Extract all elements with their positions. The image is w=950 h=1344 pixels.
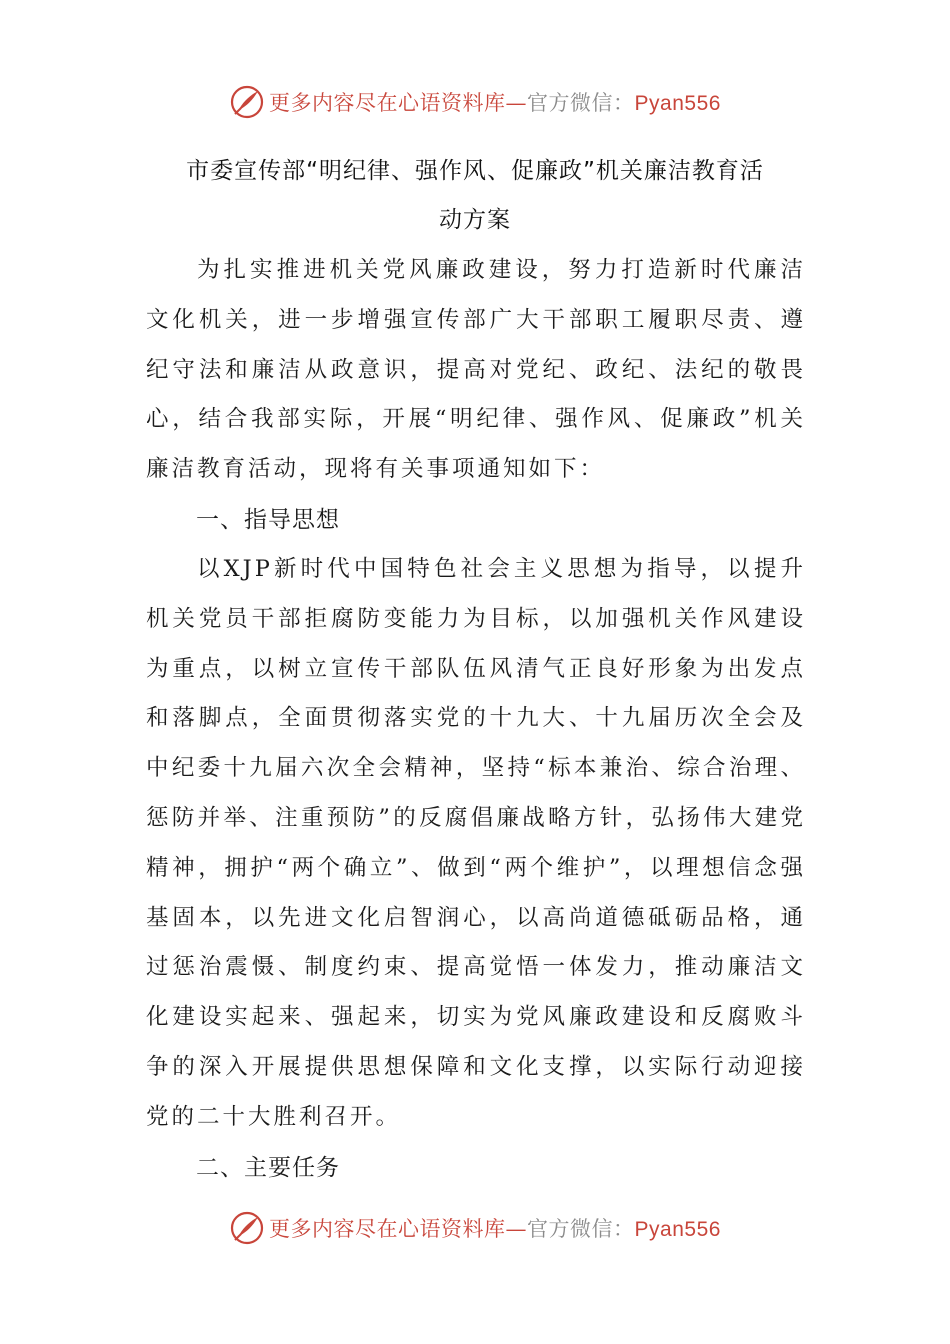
watermark-text: 更多内容尽在心语资料库—官方微信：Pyan556 bbox=[269, 1217, 721, 1241]
guiding-ideology-paragraph: 以XJP新时代中国特色社会主义思想为指导，以提升机关党员干部拒腐防变能力为目标，以加强机关作风建设为重点，以树立宣传干部队伍风清气正良好形象为出发点和落脚点，全面贯彻落实党的十九大、十九届历次全会及中纪委十九届六次全会精神，坚持“标本兼治、综合治理、惩防并举、注重预防”的反腐倡廉战略方针，弘扬伟大建党精神，拥护“两个确立”、做到“两个维护”，以理想信念强基固本，以先进文化启智润心，以高尚道德砥砺品格，通过惩治震慑、制度约束、提高觉悟一体发力，推动廉洁文化建设实起来、强起来，切实为党风廉政建设和反腐败斗争的深入开展提供思想保障和文化支撑，以实际行动迎接党的二十大胜利召开。 bbox=[146, 556, 806, 1130]
watermark-text: 更多内容尽在心语资料库—官方微信：Pyan556 bbox=[269, 91, 721, 115]
quill-pen-logo-icon bbox=[229, 84, 265, 120]
footer-watermark-banner bbox=[0, 1208, 950, 1248]
section-heading-main-tasks: 二、主要任务 bbox=[196, 1155, 340, 1181]
header-watermark-banner bbox=[0, 82, 950, 122]
section-heading-guiding-ideology: 一、指导思想 bbox=[196, 507, 340, 533]
document-title-line-1: 市委宣传部“明纪律、强作风、促廉政”机关廉洁教育活 bbox=[186, 158, 764, 184]
quill-pen-logo-icon bbox=[229, 1210, 265, 1246]
intro-paragraph: 为扎实推进机关党风廉政建设，努力打造新时代廉洁文化机关，进一步增强宣传部广大干部职工履职尽责、遵纪守法和廉洁从政意识，提高对党纪、政纪、法纪的敬畏心，结合我部实际，开展“明纪律、强作风、促廉政”机关廉洁教育活动，现将有关事项通知如下： bbox=[146, 257, 806, 483]
document-title-line-2: 动方案 bbox=[439, 207, 511, 233]
